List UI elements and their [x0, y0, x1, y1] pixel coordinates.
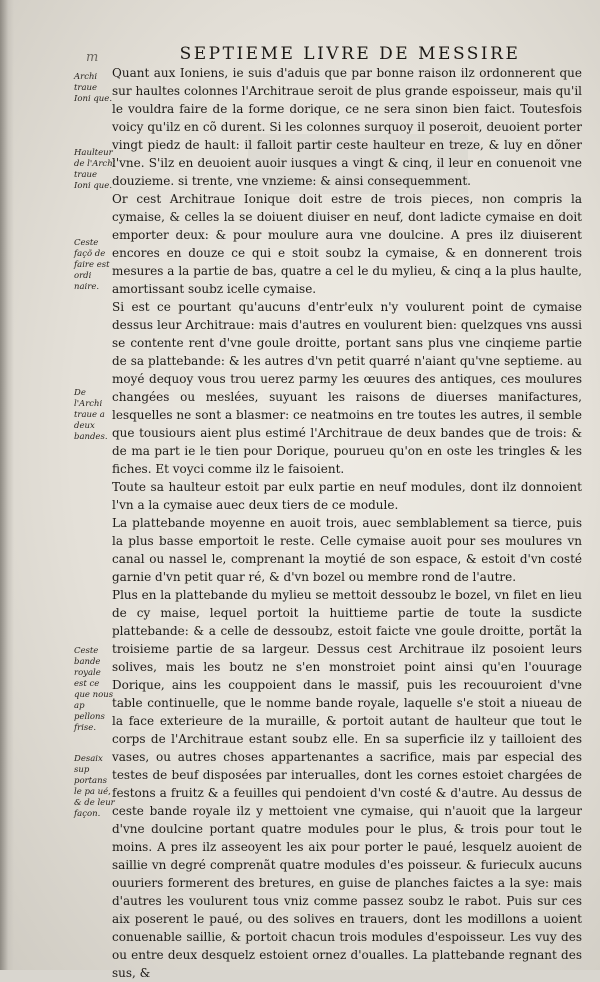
margin-note-aix-paue: Desaix sup portans le pa ué, & de leur façon. [74, 754, 115, 819]
page-spine-shadow [0, 0, 14, 970]
margin-note-architraue-ionique: Archi traue Ioni que. [74, 72, 113, 104]
paragraph-3: Si est ce pourtant qu'aucuns d'entr'eulx n'y voulurent point de cymaise dessus leur Architraue: mais d'autres en voulurent bien: quelzques vns aussi se contente rent d'vne goule droitte, portant sans plus vne cinqieme partie de sa plattebande: & les autres d'vn petit quarré n'aiant qu'vne septieme. au moyé dequoy vous trou uerez parmy les œuures des antiques, ces moulures changées ou meslées, suyuant les raisons de diuerses manifactures, lesquelles ne sont a blasmer: ce neatmoins en tre toutes les autres, il semble que tousiours aient plus estimé l'Architraue de deux bandes que de trois: & de ma part ie le tien pour Dorique, pourueu qu'on en oste les tringles & les fiches. Et voyci comme ilz le faisoient. [112, 300, 582, 476]
paragraph-2: Or cest Architraue Ionique doit estre de trois pieces, non compris la cymaise, & celles la se doiuent diuiser en neuf, dont ladicte cymaise en doit emporter deux: & pour moulure aura vne doulcine. A pres ilz diuiserent encores en douze ce qui e stoit soubz la cymaise, & en donnerent trois mesures a la partie de bas, quatre a cel le du mylieu, & cinq a la plus haulte, amortissant soubz icelle cymaise. [112, 192, 582, 296]
margin-note-frise: Ceste bande royale est ce que nous ap pellons frise. [74, 646, 114, 733]
margin-note-haulteur: Haulteur de l'Archi traue Ioni que. [74, 148, 116, 191]
page-number: m [86, 50, 99, 65]
paragraph-6: Plus en la plattebande du mylieu se mettoit dessoubz le bozel, vn filet en lieu de cy maise, lequel portoit la huittieme partie de toute la susdicte plattebande: & a celle de dessoubz, estoit faicte vne goule droitte, portãt la troisieme partie de sa largeur. Dessus cest Architraue ilz posoient leurs solives, mais les boutz ne s'en monstroiet point ainsi qu'en l'ouurage Dorique, ains les couppoient dans le massif, puis les recouuroient d'vne table continuelle, que le nomme bande royale, laquelle s'e stoit a niueau de la face exterieure de la muraille, & portoit autant de haulteur que tout le corps de l'Architraue estant soubz elle. En sa superficie ilz y tailloient des vases, ou autres choses appartenantes a sacrifice, mais par especial des testes de beuf disposées par interualles, dont les cornes estoiet chargées de festons a fruitz & a feuilles qui pendoient d'vn costé & d'autre. Au dessus de ceste bande royale ilz y mettoient vne cymaise, qui n'auoit que la largeur d'vne doulcine portant quatre modules pour le plus, & trois pour tout le moins. A pres ilz asseoyent les aix pour porter le paué, lesquelz auoient de saillie vn degré comprenãt quatre modules d'es poisseur. & furieculx aucuns ouuriers formerent des bretures, en guise de planches faictes a la sye: mais d'autres les voulurent tous vniz comme passez soubz le rabot. Puis sur ces aix poserent le paué, ou des solives en trauers, dont les modillons a uoient conuenable saillie, & portoit chacun trois modules d'espoisseur. Les vuy des ou entre deux desquelz estoient ornez d'oualles. La plattebande regnant des sus, & [112, 588, 582, 980]
paragraph-4: Toute sa haulteur estoit par eulx partie en neuf modules, dont ilz donnoient l'vn a la cymaise auec deux tiers de ce module. [112, 480, 582, 512]
paragraph-5: La plattebande moyenne en auoit trois, auec semblablement sa tierce, puis la plus basse emportoit le reste. Celle cymaise auoit pour ses moulures vn canal ou nassel le, comprenant la moytié de son espace, & estoit d'vn costé garnie d'vn petit quar ré, & d'vn bozel ou membre rond de l'autre. [112, 516, 582, 584]
margin-note-deux-bandes: De l'Archi traue a deux bandes. [74, 388, 108, 442]
paragraph-1: Quant aux Ioniens, ie suis d'aduis que par bonne raison ilz ordonnerent que sur haultes colonnes l'Architraue seroit de plus grande espoisseur, mais qu'il le vouldra faire de la forme dorique, ce ne sera sinon bien faict. Toutesfois voicy qu'ilz en cõ durent. Si les colonnes surquoy il poseroit, deuoient porter vingt piedz de hault: il falloit partir ceste haulteur en treze, & luy en dõner l'vne. S'ilz en deuoient auoir iusques a vingt & cinq, il leur en conuenoit vne douzieme. si trente, vne vnzieme: & ainsi consequemment. [112, 66, 582, 188]
margin-note-ordinaire: Ceste façõ de faire est ordi naire. [74, 238, 110, 292]
running-title: SEPTIEME LIVRE DE MESSIRE [179, 44, 521, 64]
body-text [112, 64, 582, 982]
